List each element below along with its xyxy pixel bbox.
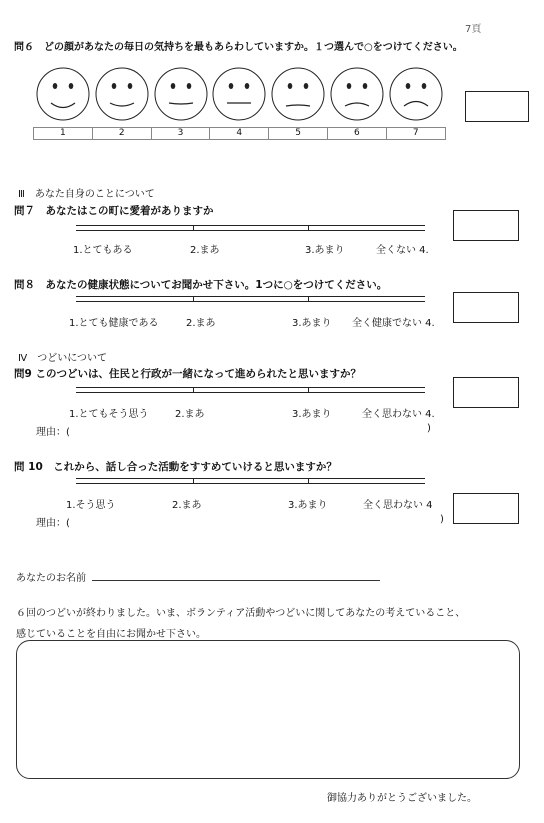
q9-scale-tick (308, 387, 309, 393)
q7-scale-tick (193, 225, 194, 231)
q10-scale-tick (308, 478, 309, 484)
q10-reason-label: 理由：( (36, 518, 70, 529)
q10-label: 問 10 これから、話し合った活動をすすめていけると思いますか？ (14, 461, 337, 473)
q8-label: 問８ あなたの健康状態についてお聞かせ下さい。1つに○をつけてください。 (14, 279, 388, 291)
face-number-3: 3 (151, 127, 211, 140)
q7-option-4[interactable]: 全くない 4. (376, 245, 429, 256)
q6-answer-box[interactable] (465, 91, 529, 122)
q9-reason-close: ) (427, 423, 431, 434)
q7-scale-line (76, 225, 425, 231)
q10-scale-tick (193, 478, 194, 484)
q7-option-2[interactable]: 2.まあ (190, 245, 220, 256)
free-text-prompt-line-2: 感じていることを自由にお聞かせ下さい。 (16, 629, 206, 640)
q10-option-3[interactable]: 3.あまり (288, 500, 328, 511)
q8-option-4[interactable]: 全く健康でない 4. (352, 318, 435, 329)
name-label: あなたのお名前 (16, 573, 86, 584)
q8-option-2[interactable]: 2.まあ (186, 318, 216, 329)
name-input-line[interactable] (92, 580, 380, 581)
section-4-heading: Ⅳ つどいについて (18, 353, 108, 364)
q7-label: 問７ あなたはこの町に愛着がありますか (14, 205, 214, 217)
face-sad-icon[interactable] (329, 66, 385, 122)
q9-reason-input[interactable] (80, 423, 420, 435)
page-number: 7頁 (465, 24, 482, 35)
q10-reason-input[interactable] (80, 514, 420, 526)
face-happy-icon[interactable] (94, 66, 150, 122)
q10-scale-line (76, 478, 425, 484)
q9-scale-tick (193, 387, 194, 393)
face-number-4: 4 (209, 127, 269, 140)
q10-option-1[interactable]: 1.そう思う (66, 500, 116, 511)
q8-option-3[interactable]: 3.あまり (292, 318, 332, 329)
q9-scale-line (76, 387, 425, 393)
face-number-2: 2 (92, 127, 152, 140)
q10-reason-close: ) (440, 514, 444, 525)
q9-option-1[interactable]: 1.とてもそう思う (69, 409, 149, 420)
q8-scale-tick (193, 296, 194, 302)
face-number-7: 7 (386, 127, 446, 140)
face-slightly-sad-icon[interactable] (270, 66, 326, 122)
face-slightly-happy-icon[interactable] (153, 66, 209, 122)
q9-option-3[interactable]: 3.あまり (292, 409, 332, 420)
q10-option-2[interactable]: 2.まあ (172, 500, 202, 511)
q9-reason-label: 理由：( (36, 427, 70, 438)
section-3-heading: Ⅲ あなた自身のことについて (18, 189, 155, 200)
q8-answer-box[interactable] (453, 292, 519, 323)
q8-scale-line (76, 296, 425, 302)
q8-option-1[interactable]: 1.とても健康である (69, 318, 159, 329)
q8-scale-tick (308, 296, 309, 302)
q7-option-1[interactable]: 1.とてもある (73, 245, 133, 256)
q9-label: 問9 このつどいは、住民と行政が一緒になって進められたと思いますか？ (14, 368, 361, 380)
q9-option-4[interactable]: 全く思わない 4. (362, 409, 435, 420)
q9-answer-box[interactable] (453, 377, 519, 408)
face-very-sad-icon[interactable] (388, 66, 444, 122)
q7-answer-box[interactable] (453, 210, 519, 241)
face-very-happy-icon[interactable] (35, 66, 91, 122)
free-text-prompt-line-1: ６回のつどいが終わりました。いま、ボランティア活動やつどいに関してあなたの考えていること、 (16, 608, 466, 619)
face-number-5: 5 (268, 127, 328, 140)
q6-label: 問６ どの顔があなたの毎日の気持ちを最もあらわしていますか。１つ選んで○をつけてください。 (14, 42, 463, 53)
q10-option-4[interactable]: 全く思わない 4 (363, 500, 433, 511)
q10-answer-box[interactable] (453, 493, 519, 524)
thanks-text: 御協力ありがとうございました。 (327, 793, 477, 804)
face-number-6: 6 (327, 127, 387, 140)
free-text-box[interactable] (16, 640, 520, 779)
q7-option-3[interactable]: 3.あまり (305, 245, 345, 256)
face-neutral-icon[interactable] (211, 66, 267, 122)
q9-option-2[interactable]: 2.まあ (175, 409, 205, 420)
q7-scale-tick (308, 225, 309, 231)
face-number-1: 1 (33, 127, 93, 140)
